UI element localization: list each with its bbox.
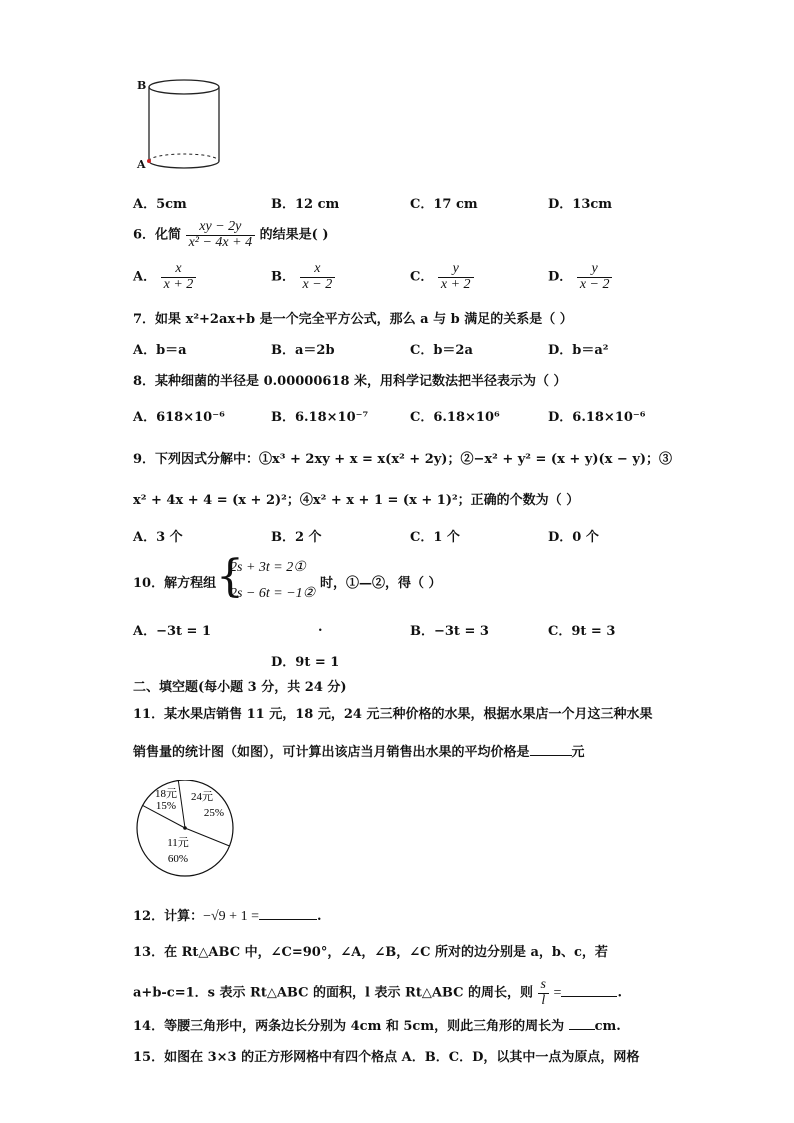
q7-stem: 7．如果 x²+2ax+b 是一个完全平方公式，那么 a 与 b 满足的关系是（ ） bbox=[133, 312, 573, 327]
q10-suffix: 时，①—②，得（ ） bbox=[320, 576, 442, 591]
q14-answer-blank[interactable] bbox=[569, 1028, 595, 1030]
q8-option-a[interactable]: A．618×10⁻⁶ bbox=[133, 410, 225, 425]
q6-suffix: 的结果是( ) bbox=[259, 227, 329, 243]
q5-option-d[interactable]: D．13cm bbox=[548, 197, 613, 212]
q14: 14．等腰三角形中，两条边长分别为 4cm 和 5cm，则此三角形的周长为 cm. bbox=[133, 1019, 621, 1034]
pie-slice-boundary bbox=[185, 828, 230, 846]
q10-eq1: 2s + 3t = 2① bbox=[230, 560, 306, 575]
q10-prefix: 10．解方程组 bbox=[133, 576, 217, 591]
q6-option-a[interactable]: A． $\frac{x}{x + 2}$ bbox=[133, 262, 196, 292]
q8-stem: 8．某种细菌的半径是 0.00000618 米，用科学记数法把半径表示为（ ） bbox=[133, 374, 567, 389]
q9-line1: 9．下列因式分解中：①x³ + 2xy + x = x(x² + 2y)；②−x² + y² = (x + y)(x − y)；③ bbox=[133, 452, 673, 467]
q7-option-c[interactable]: C．b＝2a bbox=[410, 343, 473, 358]
q8-option-b[interactable]: B．6.18×10⁻⁷ bbox=[271, 410, 369, 425]
q8-option-d[interactable]: D．6.18×10⁻⁶ bbox=[548, 410, 646, 425]
q10-option-c[interactable]: C．9t = 3 bbox=[548, 624, 616, 639]
pie-category-label: 24元 bbox=[191, 791, 213, 803]
q10-dot: . bbox=[318, 620, 323, 635]
pie-chart bbox=[134, 780, 244, 880]
q5-option-c[interactable]: C．17 cm bbox=[410, 197, 478, 212]
q9-option-c[interactable]: C．1 个 bbox=[410, 530, 460, 545]
q11-line2: 销售量的统计图（如图），可计算出该店当月销售出水果的平均价格是 元 bbox=[133, 745, 585, 760]
section-heading: 二、填空题(每小题 3 分，共 24 分) bbox=[133, 680, 347, 695]
q6-option-d[interactable]: D． $\frac{y}{x - 2}$ bbox=[548, 262, 612, 292]
q12-expr: −√9 + 1 = bbox=[203, 909, 259, 924]
q6-option-b[interactable]: B． $\frac{x}{x - 2}$ bbox=[271, 262, 335, 292]
q6-prefix: 6．化简 bbox=[133, 227, 182, 243]
q11-answer-blank[interactable] bbox=[530, 754, 572, 756]
q13-answer-blank[interactable] bbox=[561, 995, 617, 997]
q7-option-b[interactable]: B．a＝2b bbox=[271, 343, 335, 358]
q10-option-d[interactable]: D．9t = 1 bbox=[271, 655, 340, 670]
pie-center bbox=[183, 826, 187, 830]
q9-line2: x² + 4x + 4 = (x + 2)²；④x² + x + 1 = (x + 1)²；正确的个数为（ ） bbox=[133, 493, 580, 508]
pie-percent-label: 60% bbox=[167, 853, 189, 865]
q7-option-d[interactable]: D．b＝a² bbox=[548, 343, 609, 358]
q13-line1: 13．在 Rt△ABC 中，∠C=90°，∠A，∠B，∠C 所对的边分别是 a，b、c，若 bbox=[133, 945, 608, 960]
q6-option-c[interactable]: C． $\frac{y}{x + 2}$ bbox=[410, 262, 474, 292]
cylinder-label-a: A bbox=[137, 158, 146, 171]
pie-category-label: 11元 bbox=[167, 837, 189, 849]
q7-option-a[interactable]: A．b＝a bbox=[133, 343, 187, 358]
q11-line1: 11．某水果店销售 11 元，18 元，24 元三种价格的水果，根据水果店一个月这三种水果 bbox=[133, 707, 653, 722]
pie-percent-label: 25% bbox=[203, 807, 225, 819]
q10-brace: { bbox=[216, 551, 244, 602]
q10-option-a[interactable]: A．−3t = 1 bbox=[133, 624, 212, 639]
q9-option-a[interactable]: A．3 个 bbox=[133, 530, 183, 545]
q6-stem bbox=[133, 220, 328, 250]
q10-option-b[interactable]: B．−3t = 3 bbox=[410, 624, 489, 639]
q5-option-a[interactable]: A．5cm bbox=[133, 197, 187, 212]
q13-line2: a+b-c=1．s 表示 Rt△ABC 的面积，l 表示 Rt△ABC 的周长，则 $\frac{s}{l}$ = . bbox=[133, 977, 622, 1008]
q15-line1: 15．如图在 3×3 的正方形网格中有四个格点 A．B．C．D，以其中一点为原点，网格 bbox=[133, 1050, 640, 1065]
pie-category-label: 18元 bbox=[155, 788, 177, 800]
pie-percent-label: 15% bbox=[155, 800, 177, 812]
q8-option-c[interactable]: C．6.18×10⁶ bbox=[410, 410, 500, 425]
q9-option-b[interactable]: B．2 个 bbox=[271, 530, 322, 545]
q5-option-b[interactable]: B．12 cm bbox=[271, 197, 340, 212]
pie-slice-boundary bbox=[178, 780, 185, 828]
q12: 12．计算：−√9 + 1 = . bbox=[133, 909, 322, 924]
cylinder-label-b: B bbox=[137, 79, 147, 92]
q12-answer-blank[interactable] bbox=[259, 918, 317, 920]
q9-option-d[interactable]: D．0 个 bbox=[548, 530, 599, 545]
q10-eq2: 2s − 6t = −1② bbox=[230, 586, 316, 601]
q6-fraction: $\frac{xy - 2y}{\text{x² − 4x + 4}}$ bbox=[186, 220, 256, 250]
